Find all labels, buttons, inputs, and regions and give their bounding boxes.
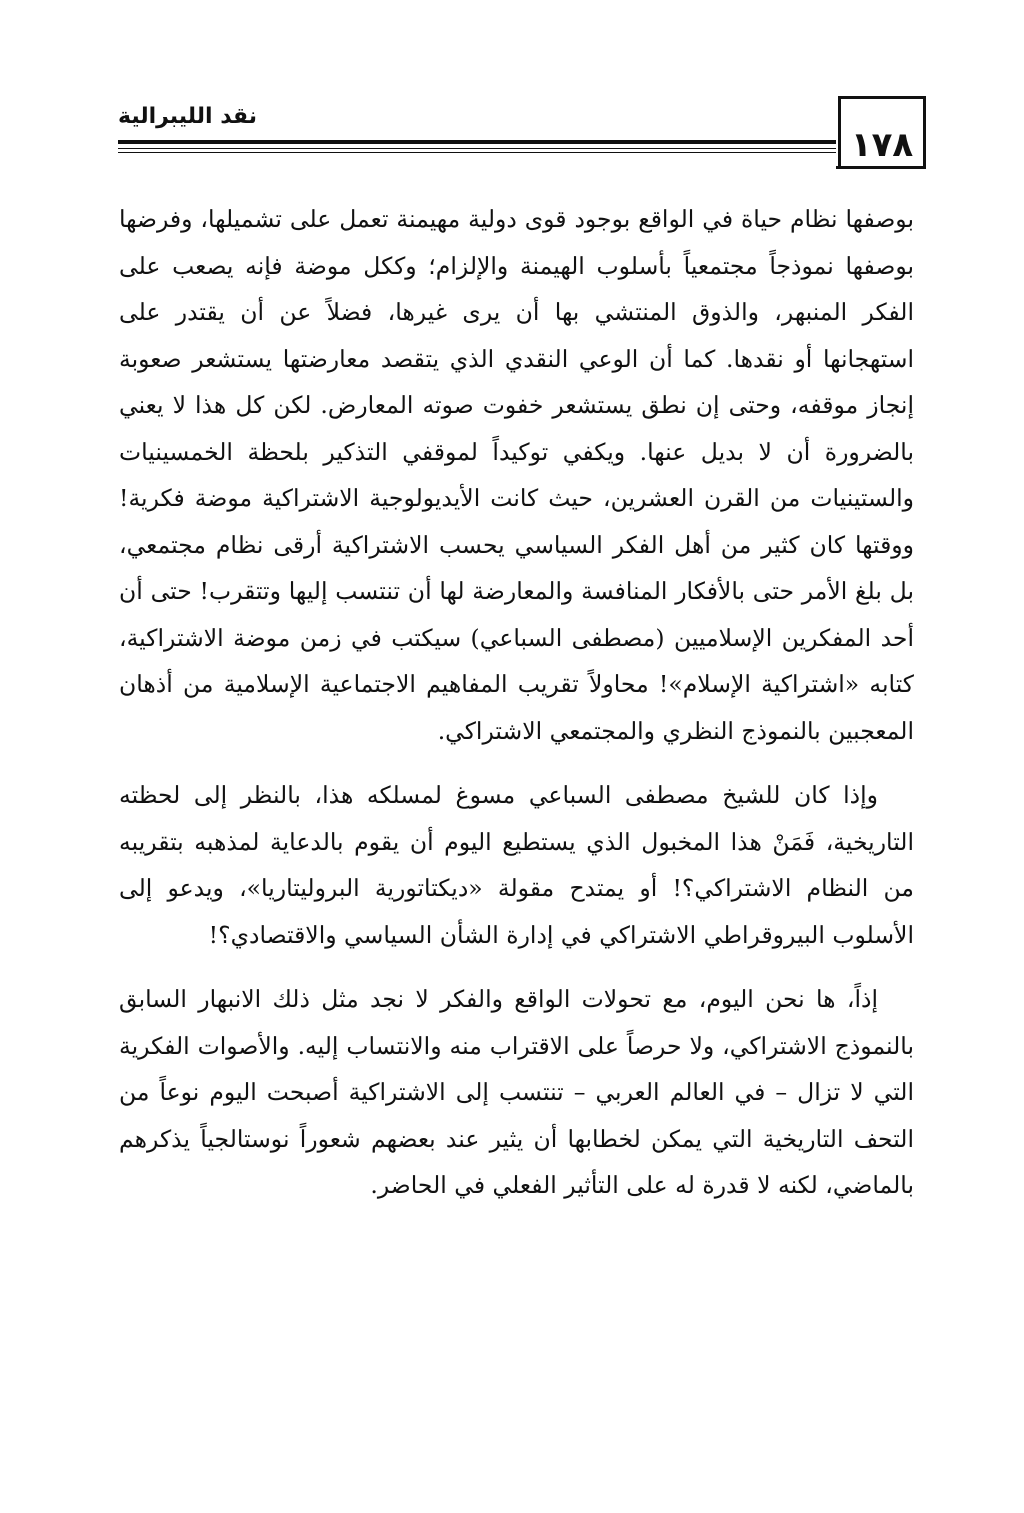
paragraph: إذاً، ها نحن اليوم، مع تحولات الواقع والفكر لا نجد مثل ذلك الانبهار السابق بالنموذج الاشتراكي، ولا حرصاً على الاقتراب منه والانتساب إليه. والأصوات الفكرية التي لا تزال – في العالم العربي – تنتسب إلى الاشتراكية أصبحت اليوم نوعاً من التحف التاريخية التي يمكن لخطابها أن يثير عند بعضهم شعوراً نوستالجياً يذكرهم بالماضي، لكنه لا قدرة له على التأثير الفعلي في الحاضر. <box>119 985 914 1199</box>
page-header <box>118 96 926 186</box>
header-rule-thin <box>118 148 836 149</box>
header-rule-thick <box>118 140 836 144</box>
header-rule-under-number <box>836 166 926 169</box>
page-number: ١٧٨ <box>850 125 914 165</box>
body-text <box>119 196 914 1209</box>
header-rule-thin <box>118 152 836 153</box>
paragraph: بوصفها نظام حياة في الواقع بوجود قوى دولية مهيمنة تعمل على تشميلها، وفرضها بوصفها نموذجاً مجتمعياً بأسلوب الهيمنة والإلزام؛ وككل موضة فإنه يصعب على الفكر المنبهر، والذوق المنتشي بها أن يرى غيرها، فضلاً عن أن يقتدر على استهجانها أو نقدها. كما أن الوعي النقدي الذي يتقصد معارضتها يستشعر صعوبة إنجاز موقفه، وحتى إن نطق يستشعر خفوت صوته المعارض. لكن كل هذا لا يعني بالضرورة أن لا بديل عنها. ويكفي توكيداً لموقفي التذكير بلحظة الخمسينيات والستينيات من القرن العشرين، حيث كانت الأيديولوجية الاشتراكية موضة فكرية! ووقتها كان كثير من أهل الفكر السياسي يحسب الاشتراكية أرقى نظام مجتمعي، بل بلغ الأمر حتى بالأفكار المنافسة والمعارضة لها أن تنتسب إليها وتتقرب! حتى أن أحد المفكرين الإسلاميين (مصطفى السباعي) سيكتب في زمن موضة الاشتراكية، كتابه «اشتراكية الإسلام»! محاولاً تقريب المفاهيم الاجتماعية الإسلامية من أذهان المعجبين بالنموذج النظري والمجتمعي الاشتراكي. <box>119 205 914 745</box>
paragraph: وإذا كان للشيخ مصطفى السباعي مسوغ لمسلكه هذا، بالنظر إلى لحظته التاريخية، فَمَنْ هذا المخبول الذي يستطيع اليوم أن يقوم بالدعاية لمذهبه بتقريبه من النظام الاشتراكي؟! أو يمتدح مقولة «ديكتاتورية البروليتاريا»، ويدعو إلى الأسلوب البيروقراطي الاشتراكي في إدارة الشأن السياسي والاقتصادي؟! <box>119 781 914 949</box>
running-title: نقد الليبرالية <box>118 104 258 129</box>
page-number-box <box>838 96 926 168</box>
